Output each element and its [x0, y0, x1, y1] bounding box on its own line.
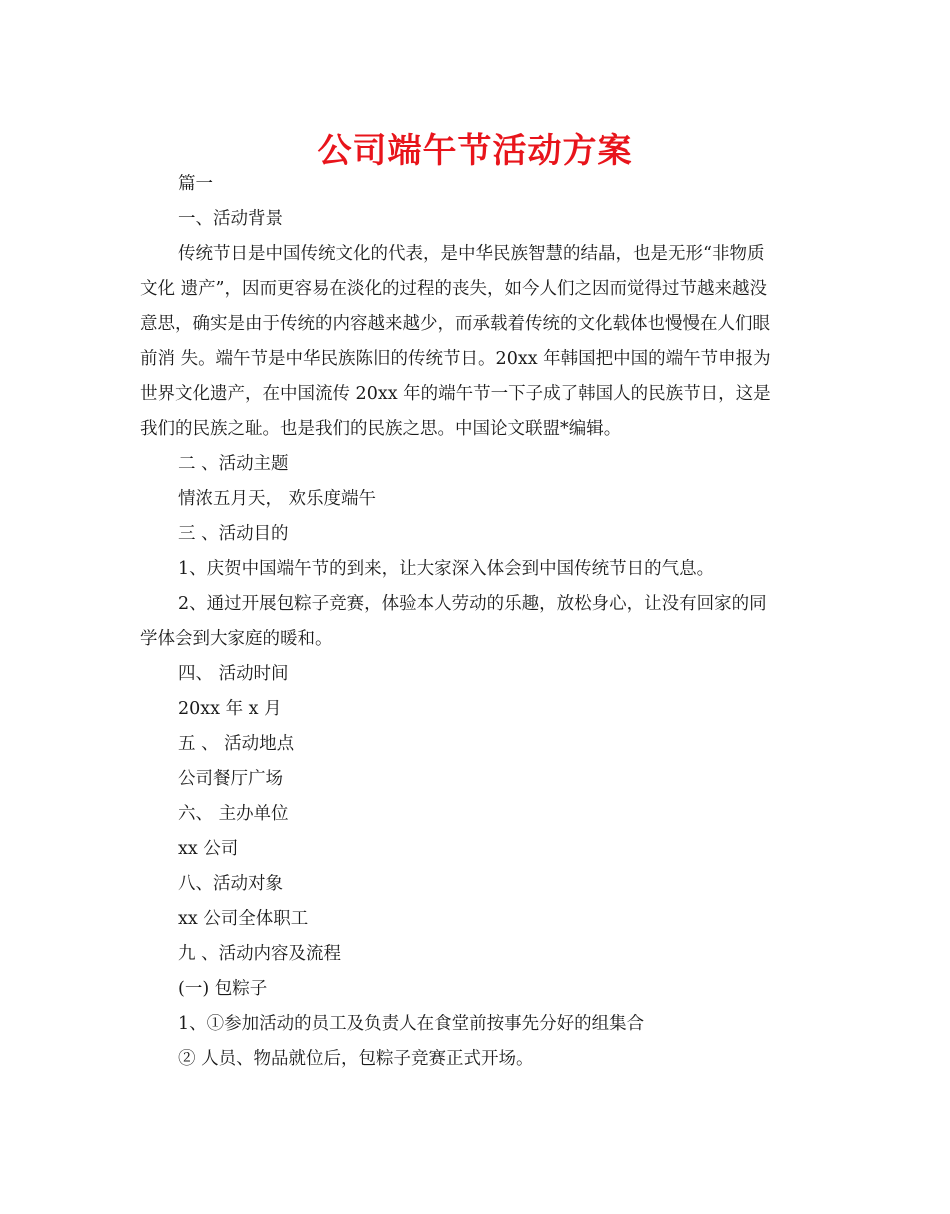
theme-text: 情浓五月天， 欢乐度端午 — [178, 489, 377, 509]
background-paragraph — [140, 237, 820, 447]
subheading-zongzi: (一) 包粽子 — [178, 979, 268, 999]
document-body — [140, 167, 820, 1077]
paragraph-line: 传统节日是中国传统文化的代表，是中华民族智慧的结晶，也是无形“非物质 — [178, 244, 765, 264]
heading-location: 五 、 活动地点 — [178, 734, 295, 754]
paragraph-line: 意思，确实是由于传统的内容越来越少，而承载着传统的文化载体也慢慢在人们眼 — [140, 314, 770, 334]
content-step-1: 1、①参加活动的员工及负责人在食堂前按事先分好的组集合 — [178, 1014, 645, 1034]
purpose-item-2 — [140, 587, 820, 657]
location-text: 公司餐厅广场 — [178, 769, 283, 789]
organizer-text: xx 公司 — [178, 839, 239, 859]
paragraph-line: 我们的民族之耻。也是我们的民族之思。中国论文联盟*编辑。 — [140, 419, 622, 439]
paragraph-line: 学体会到大家庭的暖和。 — [140, 629, 333, 649]
paragraph-line: 世界文化遗产，在中国流传 20xx 年的端午节一下子成了韩国人的民族节日，这是 — [140, 384, 771, 404]
paragraph-line: 文化 遗产”，因而更容易在淡化的过程的丧失，如今人们之因而觉得过节越来越没 — [140, 279, 768, 299]
paragraph-line: 2、通过开展包粽子竞赛，体验本人劳动的乐趣，放松身心，让没有回家的同 — [178, 594, 767, 614]
time-text: 20xx 年 x 月 — [178, 699, 282, 719]
heading-audience: 八、活动对象 — [178, 874, 283, 894]
heading-organizer: 六、 主办单位 — [178, 804, 289, 824]
heading-time: 四、 活动时间 — [178, 664, 289, 684]
heading-theme: 二 、活动主题 — [178, 454, 289, 474]
content-step-2: ② 人员、物品就位后，包粽子竞赛正式开场。 — [178, 1049, 534, 1069]
heading-purpose: 三 、活动目的 — [178, 524, 289, 544]
purpose-item-1: 1、庆贺中国端午节的到来，让大家深入体会到中国传统节日的气息。 — [178, 559, 715, 579]
document-title: 公司端午节活动方案 — [317, 131, 633, 171]
heading-content: 九 、活动内容及流程 — [178, 944, 342, 964]
paragraph-line: 前消 失。端午节是中华民族陈旧的传统节日。20xx 年韩国把中国的端午节申报为 — [140, 349, 771, 369]
section-label: 篇一 — [178, 174, 213, 194]
audience-text: xx 公司全体职工 — [178, 909, 309, 929]
heading-background: 一、活动背景 — [178, 209, 283, 229]
